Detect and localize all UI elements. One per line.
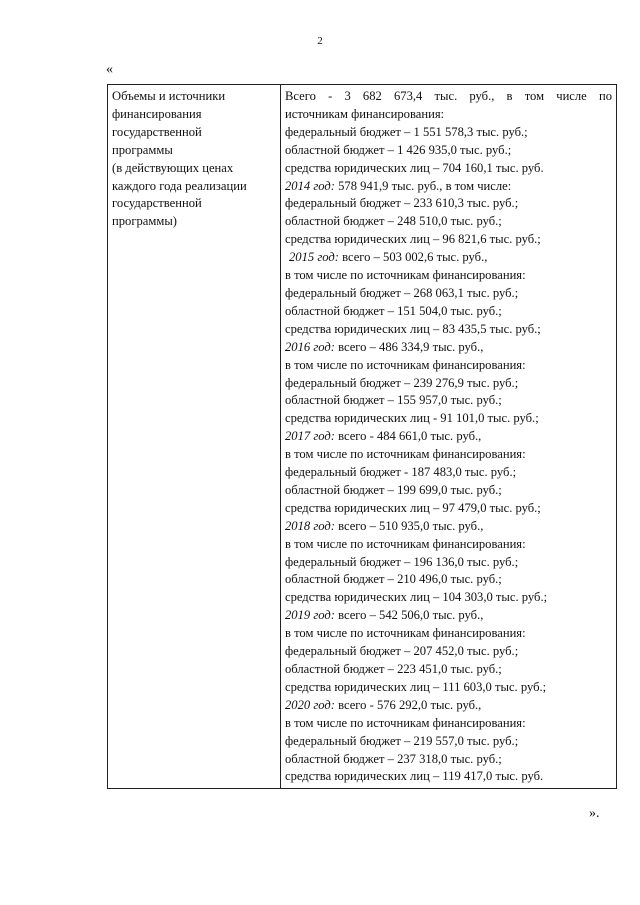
year-2015-legal: средства юридических лиц – 83 435,5 тыс. руб.;	[285, 321, 541, 336]
year-2014-regional: областной бюджет – 248 510,0 тыс. руб.;	[285, 214, 502, 229]
year-2016-total-line	[285, 339, 612, 357]
year-2015-regional: областной бюджет – 151 504,0 тыс. руб.;	[285, 303, 502, 318]
year-label: 2014 год:	[285, 178, 335, 193]
year-total: всего – 542 506,0 тыс. руб.,	[334, 608, 484, 623]
year-2020-legal: средства юридических лиц – 119 417,0 тыс. руб.	[285, 769, 544, 784]
year-label: 2015 год:	[289, 250, 339, 265]
year-2020-sources: в том числе по источникам финансирования:	[285, 715, 526, 730]
year-2015-federal: федеральный бюджет – 268 063,1 тыс. руб.;	[285, 285, 519, 300]
year-2020-federal: федеральный бюджет – 219 557,0 тыс. руб.;	[285, 733, 519, 748]
label-line: финансирования	[112, 106, 202, 121]
label-line: программы)	[112, 214, 177, 229]
year-2015-sources: в том числе по источникам финансирования:	[285, 268, 526, 283]
year-total: всего – 503 002,6 тыс. руб.,	[338, 250, 488, 265]
label-line: каждого года реализации	[112, 178, 247, 193]
label-line: (в действующих ценах	[112, 160, 234, 175]
year-label: 2019 год:	[285, 608, 335, 623]
opening-quote-mark: «	[106, 62, 113, 77]
summary-federal: федеральный бюджет – 1 551 578,3 тыс. руб.;	[285, 124, 528, 139]
year-2014-legal: средства юридических лиц – 96 821,6 тыс. руб.;	[285, 232, 541, 247]
year-2015-total-line	[285, 249, 612, 267]
year-total: всего - 576 292,0 тыс. руб.,	[334, 697, 482, 712]
table-row	[108, 85, 617, 789]
year-2018-sources: в том числе по источникам финансирования:	[285, 536, 526, 551]
year-2017-regional: областной бюджет – 199 699,0 тыс. руб.;	[285, 482, 502, 497]
year-2019-regional: областной бюджет – 223 451,0 тыс. руб.;	[285, 662, 502, 676]
year-2020-total-line	[285, 697, 612, 715]
year-2016-sources: в том числе по источникам финансирования:	[285, 357, 526, 372]
year-2016-regional: областной бюджет – 155 957,0 тыс. руб.;	[285, 393, 502, 408]
year-2020-regional: областной бюджет – 237 318,0 тыс. руб.;	[285, 751, 502, 766]
summary-total: Всего - 3 682 673,4 тыс. руб., в том числе по	[285, 89, 612, 103]
closing-quote-mark: ».	[589, 806, 600, 821]
year-2018-total-line	[285, 518, 612, 536]
year-2014-federal: федеральный бюджет – 233 610,3 тыс. руб.;	[285, 196, 519, 211]
year-2018-legal: средства юридических лиц – 104 303,0 тыс. руб.;	[285, 590, 548, 605]
year-total: всего – 510 935,0 тыс. руб.,	[334, 518, 484, 533]
summary-sources: источникам финансирования:	[285, 106, 445, 121]
page-number: 2	[317, 35, 323, 47]
year-label: 2017 год:	[285, 429, 335, 444]
content-cell	[281, 85, 617, 789]
year-2017-federal: федеральный бюджет - 187 483,0 тыс. руб.;	[285, 465, 517, 480]
label-line: Объемы и источники	[112, 89, 226, 103]
year-2017-sources: в том числе по источникам финансирования:	[285, 447, 526, 462]
label-line: государственной	[112, 196, 202, 211]
summary-legal: средства юридических лиц – 704 160,1 тыс. руб.	[285, 160, 544, 175]
year-2019-total-line	[285, 607, 612, 625]
year-2016-legal: средства юридических лиц - 91 101,0 тыс. руб.;	[285, 411, 539, 426]
year-2017-legal: средства юридических лиц – 97 479,0 тыс. руб.;	[285, 500, 541, 515]
label-line: государственной	[112, 124, 202, 139]
year-label: 2020 год:	[285, 697, 335, 712]
year-2019-federal: федеральный бюджет – 207 452,0 тыс. руб.;	[285, 644, 519, 659]
year-2019-sources: в том числе по источникам финансирования:	[285, 626, 526, 641]
year-2019-legal: средства юридических лиц – 111 603,0 тыс. руб.;	[285, 679, 547, 694]
label-cell	[108, 85, 281, 789]
year-total: 578 941,9 тыс. руб., в том числе:	[334, 178, 512, 193]
year-total: всего - 484 661,0 тыс. руб.,	[334, 429, 482, 444]
year-2014-total-line	[285, 178, 612, 196]
funding-table	[107, 84, 617, 789]
year-2016-federal: федеральный бюджет – 239 276,9 тыс. руб.;	[285, 375, 519, 390]
summary-regional: областной бюджет – 1 426 935,0 тыс. руб.;	[285, 142, 512, 157]
year-label: 2016 год:	[285, 339, 335, 354]
year-2018-regional: областной бюджет – 210 496,0 тыс. руб.;	[285, 572, 502, 587]
year-label: 2018 год:	[285, 518, 335, 533]
year-2017-total-line	[285, 428, 612, 446]
year-total: всего – 486 334,9 тыс. руб.,	[334, 339, 484, 354]
year-2018-federal: федеральный бюджет – 196 136,0 тыс. руб.;	[285, 554, 519, 569]
label-line: программы	[112, 142, 173, 157]
